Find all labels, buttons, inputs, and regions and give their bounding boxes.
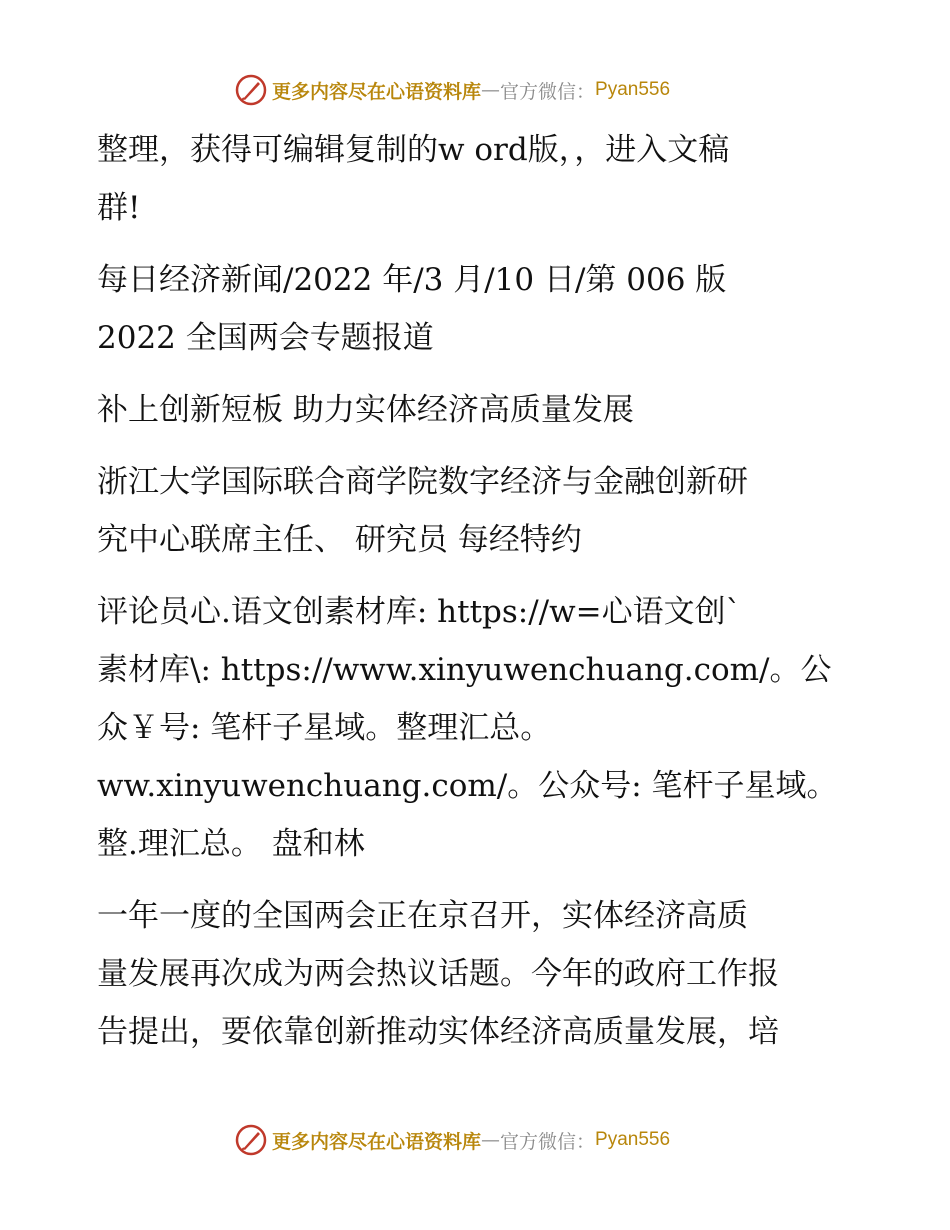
text-line: 群!: [97, 190, 141, 226]
document-body: [97, 121, 857, 1061]
text-line: 整.理汇总。 盘和林: [97, 826, 365, 862]
banner-sub-text: 官方微信：: [500, 1130, 596, 1153]
text-line: 一年一度的全国两会正在京召开，实体经济高质: [97, 898, 748, 934]
text-line: 浙江大学国际联合商学院数字经济与金融创新研: [97, 464, 748, 500]
text-line: 众￥号: 笔杆子星域。整理汇总。: [97, 710, 552, 746]
text-line: 评论员心.语文创素材库: https://w=心语文创`: [97, 594, 742, 630]
banner-dash: —: [481, 79, 501, 101]
banner-main-text: 更多内容尽在心语资料库: [272, 80, 482, 103]
header-watermark-banner: [234, 72, 670, 108]
text-line: 量发展再次成为两会热议话题。今年的政府工作报: [97, 956, 779, 992]
text-line: ww.xinyuwenchuang.com/。公众号: 笔杆子星域。: [97, 768, 838, 804]
quill-logo-icon: [234, 1123, 268, 1157]
text-line: 告提出，要依靠创新推动实体经济高质量发展，培: [97, 1014, 779, 1050]
quill-logo-icon: [234, 73, 268, 107]
banner-main-text: 更多内容尽在心语资料库: [272, 1130, 482, 1153]
footer-watermark-banner: [234, 1122, 670, 1158]
text-line: 素材库\: https://www.xinyuwenchuang.com/。公: [97, 652, 832, 688]
banner-wechat-id: Pyan556: [595, 79, 671, 100]
text-line: 每日经济新闻/2022 年/3 月/10 日/第 006 版: [97, 262, 727, 298]
text-line: 2022 全国两会专题报道: [97, 320, 434, 356]
text-line: 整理，获得可编辑复制的w ord版，，进入文稿: [97, 132, 730, 168]
article-title: 补上创新短板 助力实体经济高质量发展: [97, 392, 634, 428]
banner-sub-text: 官方微信：: [500, 80, 596, 103]
text-line: 究中心联席主任、 研究员 每经特约: [97, 522, 582, 558]
banner-dash: —: [481, 1129, 501, 1151]
banner-wechat-id: Pyan556: [595, 1129, 671, 1150]
